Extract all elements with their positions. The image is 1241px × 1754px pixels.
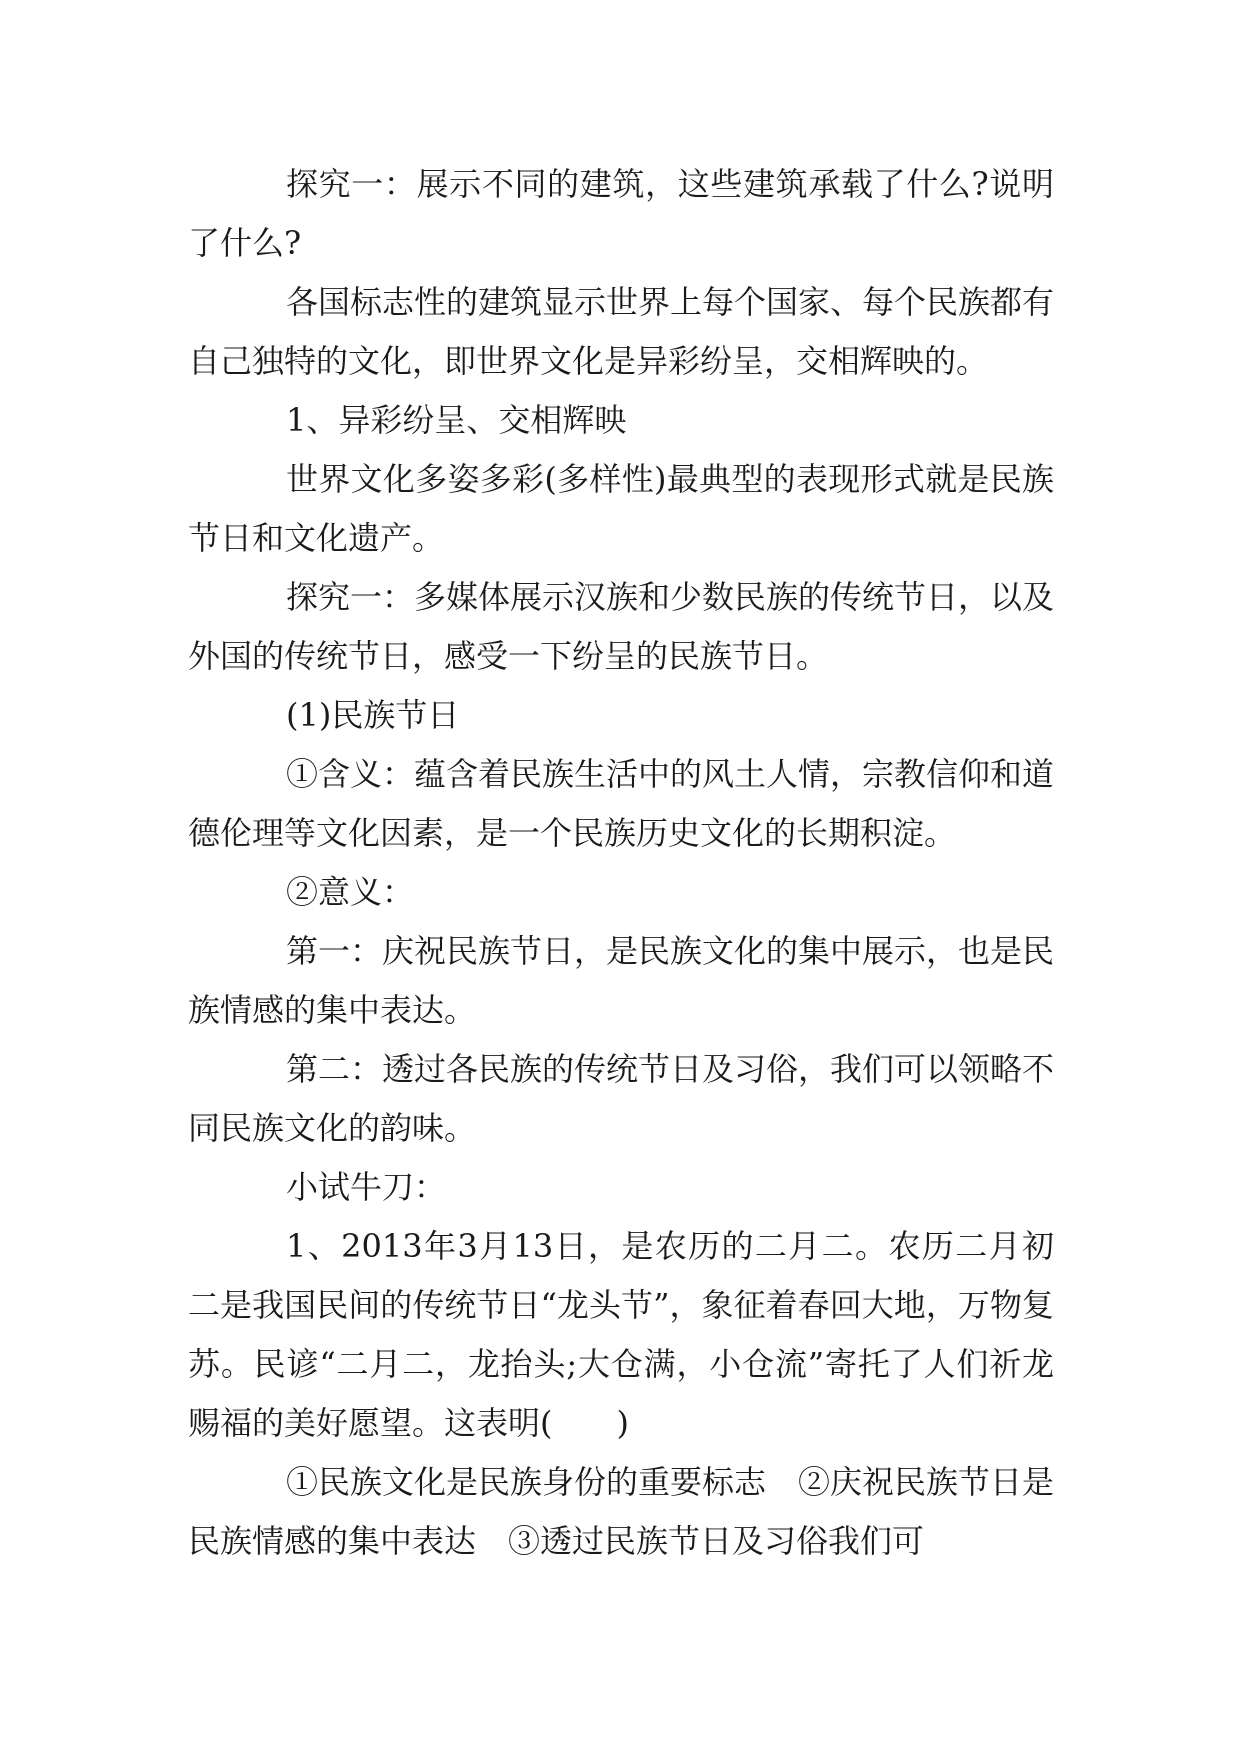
paragraph-significance-first: 第一：庆祝民族节日，是民族文化的集中展示，也是民族情感的集中表达。 <box>188 932 1055 1029</box>
paragraph-answer-options: ①民族文化是民族身份的重要标志 ②庆祝民族节日是民族情感的集中表达 ③透过民族节日及习俗我们可 <box>188 1463 1055 1560</box>
document-body <box>188 155 1054 1571</box>
paragraph-landmark-buildings: 各国标志性的建筑显示世界上每个国家、每个民族都有自己独特的文化，即世界文化是异彩纷呈，交相辉映的。 <box>188 283 1055 380</box>
paragraph-inquiry-architecture: 探究一：展示不同的建筑，这些建筑承载了什么?说明了什么? <box>188 165 1054 262</box>
paragraph-significance-second: 第二：透过各民族的传统节日及习俗，我们可以领略不同民族文化的韵味。 <box>188 1050 1055 1147</box>
subheading-ethnic-festivals: (1)民族节日 <box>286 696 460 734</box>
section-heading-diversity: 1、异彩纷呈、交相辉映 <box>286 401 627 439</box>
paragraph-cultural-diversity: 世界文化多姿多彩(多样性)最典型的表现形式就是民族节日和文化遗产。 <box>188 460 1054 557</box>
paragraph-festival-meaning: ①含义：蕴含着民族生活中的风土人情，宗教信仰和道德伦理等文化因素，是一个民族历史文化的长期积淀。 <box>188 755 1055 852</box>
paragraph-question-1: 1、2013年3月13日，是农历的二月二。农历二月初二是我国民间的传统节日“龙头节”，象征着春回大地，万物复苏。民谚“二月二，龙抬头;大仓满，小仓流”寄托了人们祈龙赐福的美好愿望。这表明( ) <box>188 1227 1054 1442</box>
subheading-practice: 小试牛刀： <box>286 1168 447 1206</box>
paragraph-inquiry-festivals: 探究一：多媒体展示汉族和少数民族的传统节日，以及外国的传统节日，感受一下纷呈的民族节日。 <box>188 578 1055 675</box>
subheading-significance: ②意义： <box>286 873 415 911</box>
